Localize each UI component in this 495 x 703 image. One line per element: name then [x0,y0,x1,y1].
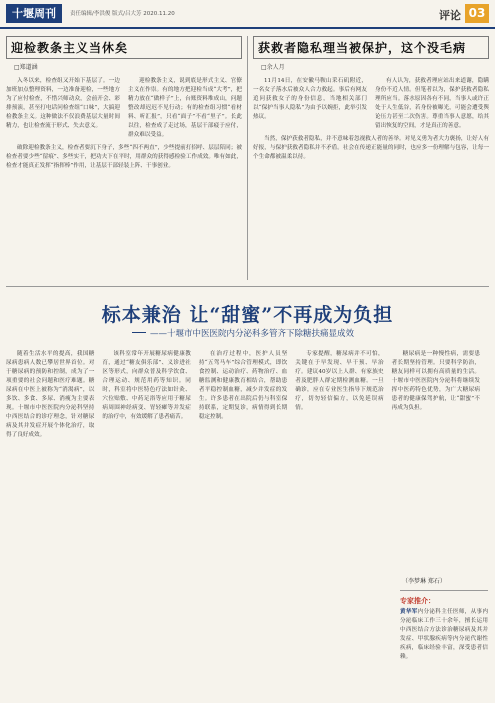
column-divider [247,36,248,280]
article-1-col2: 迎检教条主义，说到底是形式主义、官僚主义在作祟。有的地方把迎检当成“大考”，把精力放在“做样子”上，台账资料堆成山，问题整改却迟迟不见行动；有的检查组习惯“看材料、听汇报”，只看“面子”不看“里子”。长此以往，检查成了走过场，基层干部疲于应付，群众难以受益。 [128,78,242,138]
expert-name: 黄华军 [400,609,418,615]
article-2 [253,36,489,162]
article-2-body-end [253,135,489,162]
article-2-title-box [253,36,489,59]
article-3-col1: 随着生活水平的提高，我国糖尿病患病人数已攀居世界首位。对于糖尿病的预防和控制，成为了一项重要的社会问题和医疗难题。糖尿病在中医上被称为“消渴病”，以多饮、多食、多尿、消瘦为主要表现。十堰市中医医院内分泌科坚持中西医结合的诊疗理念，针对糖尿病及其并发症开展个体化治疗，取得了良好成效。 [6,351,95,438]
article-3-column-5 [392,350,480,440]
section-label: 评论 [439,9,461,22]
expert-box [400,596,488,662]
article-1-body-end [6,144,242,171]
article-3-column-4 [295,350,383,440]
article-3-author: （李梦琳 郑石） [402,578,446,585]
article-3-col3: 在治疗过程中，医护人员坚持“五驾马车”综合管理模式，即饮食控制、运动治疗、药物治疗、血糖监测和健康教育相结合，帮助患者平稳控制血糖，减少并发症的发生。许多患者在出院后仍与科室保持联系，定期复诊，病情得到长期稳定控制。 [198,351,288,420]
article-1-title-box [6,36,242,59]
article-3-col2: 该科室常年开展糖尿病健康教育，通过“糖友俱乐部”、义诊进社区等形式，向群众普及科学饮食、合理运动、规范用药等知识。同时，科室将中医特色疗法如针灸、穴位贴敷、中药足浴等应用于糖尿病周围神经病变、胃轻瘫等并发症的治疗中，有效缓解了患者痛苦。 [102,351,191,420]
article-3-subtitle: ——十堰市中医医院内分泌科多管齐下除糖扶痛显成效 [150,329,355,339]
article-3-title: 标本兼治 让“甜蜜”不再成为负担 [101,304,394,326]
subtitle-dash [132,332,146,333]
article-1-col3: 破除迎检教条主义，检查者要沉下身子，多些“四不两直”，少些提前打招呼、层层陪同；被检查者要少些“留痕”、多些实干，把功夫下在平时，用群众的获得感检验工作成效。唯有如此，检查才能真正发挥“指挥棒”作用，让基层干部轻装上阵、干事创业。 [6,145,242,169]
article-3-column-3 [199,350,287,440]
article-1-col1: 入冬以来，检查组又开始下基层了。一边加班加点整理资料，一边准备迎检，一些地方为了应付检查，不惜兴师动众，会前开会、彩排预演，甚至打电话问检查组“口味”，大搞迎检教条主义。这种做法不仅浪费基层大量时间精力，也让检查流于形式、失去意义。 [6,78,120,129]
header-rule [0,27,495,29]
article-2-col2: 有人认为，获救者理应站出来道谢，隐瞒身份不近人情。但笔者以为，保护获救者隐私理所应当。落水原因各有不同，当事人或许正处于人生低谷，若身份被曝光，可能会遭受舆论压力甚至二次伤害。尊重当事人意愿，给其留出恢复的空间，才是真正的善意。 [375,78,489,129]
section-rule [6,286,489,287]
page-number: 03 [465,4,489,23]
expert-rule [400,590,488,591]
article-3-column-2 [102,350,190,440]
page-header [0,0,495,26]
header-meta: 责任编辑/李洪俊 版式/吕大芳 2020.11.20 [70,11,175,17]
expert-text [400,608,488,662]
article-1 [6,36,242,171]
article-2-body [253,77,489,131]
article-2-col1: 11月14日，在安徽马鞍山采石矶附近，一名女子落水后被众人合力救起。事后有网友追问获救女子的身份信息，当地相关部门以“保护当事人隐私”为由予以婉拒，此举引发热议。 [253,78,367,120]
article-1-body [6,77,242,140]
article-1-byline: □郑道涵 [14,64,38,71]
article-1-title: 迎检教条主义当休矣 [11,41,129,55]
article-2-byline: □余人月 [261,64,285,71]
article-3-col4: 专家提醒，糖尿病并不可怕，关键在于早发现、早干预、早治疗。建议40岁以上人群、有家族史者及肥胖人群定期检测血糖。一旦确诊，应在专业医生指导下规范治疗，切勿轻信偏方，以免延误病情。 [295,351,384,411]
article-2-title: 获救者隐私理当被保护，这个没毛病 [258,41,467,55]
expert-heading: 专家推介： [400,597,435,605]
article-3-col5: 糖尿病是一种慢性病，需要患者长期坚持管理。只要科学防治，糖友同样可以拥有高质量的生活。十堰市中医医院内分泌科将继续发挥中医药特色优势，为广大糖尿病患者的健康保驾护航，让“甜蜜”不再成为负担。 [391,351,481,411]
article-2-col3: 当然，保护获救者隐私，并不意味着忽视救人者的善举。对见义勇为者大力褒扬，让好人有好报，与保护获救者隐私并不矛盾。社会在传递正能量的同时，也应多一份理解与包容，让每一个生命都被温柔以待。 [253,136,489,160]
article-3-body [6,350,480,440]
publication-logo: 十堰周刊 [6,4,62,23]
expert-body: 内分泌科主任医师，从事内分泌临床工作三十余年，擅长运用中西医结合方法诊治糖尿病及其并发症、甲状腺疾病等内分泌代谢性疾病，临床经验丰富，深受患者信赖。 [400,609,488,660]
article-3-column-1 [6,350,94,440]
